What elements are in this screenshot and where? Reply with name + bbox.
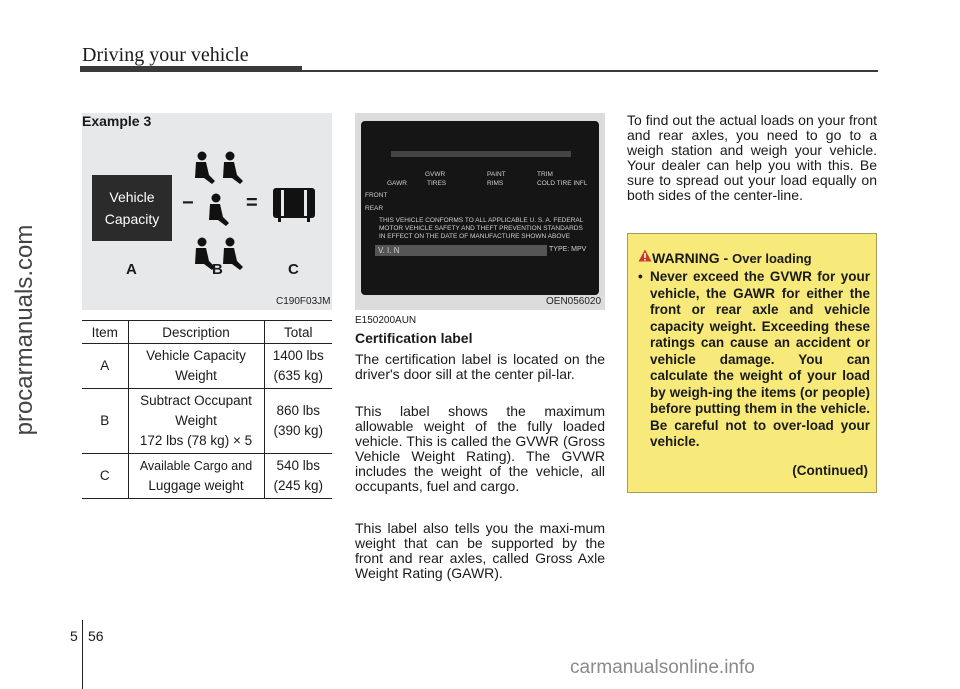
row-b-desc-line1: Subtract Occupant (140, 393, 252, 408)
footer-watermark: carmanualsonline.info (570, 657, 755, 678)
header-description: Description (128, 321, 264, 344)
row-a-desc (128, 344, 264, 389)
page-section-number: 5 (70, 628, 78, 644)
table-row (82, 454, 332, 499)
certification-label-figure (355, 113, 605, 310)
equals-sign: = (246, 192, 258, 214)
vehicle-capacity-figure (82, 113, 332, 310)
side-watermark-text: procarmanuals.com (11, 224, 38, 436)
vehicle-capacity-line1: Vehicle (109, 189, 155, 205)
body-paragraph-3: This label also tells you the maxi-mum weight that can be supported by the front and rear axles, called Gross Axle Weight Rating (GAWR). (355, 520, 605, 581)
label-b: B (212, 261, 223, 278)
load-table (82, 320, 332, 499)
plate-conform3: IN EFFECT ON THE DATE OF MANUFACTURE SHOWN ABOVE (379, 233, 571, 240)
warning-title (652, 250, 812, 266)
plate-rims: RIMS (487, 180, 504, 187)
plate-cold-tire: COLD TIRE INFL (537, 180, 588, 187)
warning-label: WARNING - (652, 250, 729, 266)
row-c-desc (128, 454, 264, 499)
body-paragraph-2: This label shows the maximum allowable weight of the fully loaded vehicle. This is called the GVWR (Gross Vehicle Weight Rating). The GVWR includes the weight of the vehicle, all occupants, fuel and cargo. (355, 403, 605, 494)
warning-bullet: • (638, 269, 643, 284)
plate-rear: REAR (365, 205, 384, 212)
row-a-desc-line2: Weight (175, 368, 217, 383)
row-b-total-line2: (390 kg) (273, 423, 324, 438)
row-a-item: A (82, 344, 128, 389)
row-c-desc-line2: Luggage weight (148, 478, 244, 493)
row-b-total-line1: 860 lbs (276, 403, 321, 418)
plate-tires: TIRES (427, 180, 447, 187)
footer-rule (82, 620, 83, 689)
page-number: 56 (88, 628, 104, 644)
table-row (82, 389, 332, 454)
warning-box (627, 233, 877, 493)
warning-continued: (Continued) (792, 463, 868, 478)
warning-text: Never exceed the GVWR for your vehicle, the GAWR for either the front or rear axle and vehicle capacity weight. Exceeding these ratings can cause an accident or vehicle damage. You can calculate the weight of your load by weigh-ing the items (or people) before putting them in the vehicle. Be careful not to over-load your vehicle. (650, 269, 870, 449)
row-c-total (264, 454, 332, 499)
row-b-desc (128, 389, 264, 454)
plate-conform1: THIS VEHICLE CONFORMS TO ALL APPLICABLE U. S. A. FEDERAL (379, 217, 584, 224)
header-total: Total (264, 321, 332, 344)
plate-trim: TRIM (537, 171, 553, 178)
plate-type: TYPE: MPV (549, 246, 587, 253)
table-row (82, 344, 332, 389)
row-b-desc-line2: Weight (175, 413, 217, 428)
plate-vin-bar (375, 245, 547, 256)
row-a-total-line2: (635 kg) (273, 368, 324, 383)
vehicle-capacity-box (92, 175, 172, 241)
occupant-seats-icon (187, 151, 257, 276)
figure1-code: C190F03JM (276, 296, 331, 307)
minus-sign: − (182, 192, 194, 214)
side-watermark (0, 0, 50, 689)
warning-subtitle: Over loading (732, 251, 812, 266)
section-code: E150200AUN (355, 315, 417, 326)
warning-body (638, 269, 870, 451)
luggage-icon (272, 185, 316, 225)
label-a: A (126, 261, 137, 278)
plate-vin: V. I. N (378, 246, 400, 255)
row-a-desc-line1: Vehicle Capacity (146, 348, 246, 363)
plate-gawr: GAWR (387, 180, 407, 187)
row-c-item: C (82, 454, 128, 499)
plate-front: FRONT (365, 192, 388, 199)
plate-paint: PAINT (487, 171, 506, 178)
section-heading: Certification label (355, 330, 473, 346)
vehicle-capacity-line2: Capacity (104, 211, 160, 227)
page-header-title: Driving your vehicle (82, 44, 249, 66)
row-c-total-line2: (245 kg) (273, 478, 324, 493)
row-b-total (264, 389, 332, 454)
figure2-code: OEN056020 (546, 296, 602, 307)
example-title: Example 3 (82, 113, 152, 129)
plate-bar-top (391, 151, 571, 157)
row-c-desc-line1: Available Cargo and (139, 459, 253, 473)
warning-triangle-icon (638, 249, 652, 262)
header-item: Item (82, 321, 128, 344)
label-c: C (288, 261, 299, 278)
row-b-desc-line3: 172 lbs (78 kg) × 5 (139, 433, 253, 448)
plate-conform2: MOTOR VEHICLE SAFETY AND THEFT PREVENTION STANDARDS (379, 225, 583, 232)
header-rule-thin (300, 70, 878, 72)
header-rule-thick (80, 66, 302, 72)
axle-loads-paragraph: To find out the actual loads on your front and rear axles, you need to go to a weigh station and weigh your vehicle. Your dealer can help you with this. Be sure to spread out your load equally on both sides of the center-line. (627, 112, 877, 203)
certification-plate (361, 121, 599, 295)
row-b-item: B (82, 389, 128, 454)
row-a-total-line1: 1400 lbs (272, 348, 324, 363)
table-header-row (82, 321, 332, 344)
body-paragraph-1: The certification label is located on the driver's door sill at the center pil-lar. (355, 351, 605, 382)
row-c-total-line1: 540 lbs (276, 458, 321, 473)
plate-gvwr: GVWR (425, 171, 446, 178)
row-a-total (264, 344, 332, 389)
